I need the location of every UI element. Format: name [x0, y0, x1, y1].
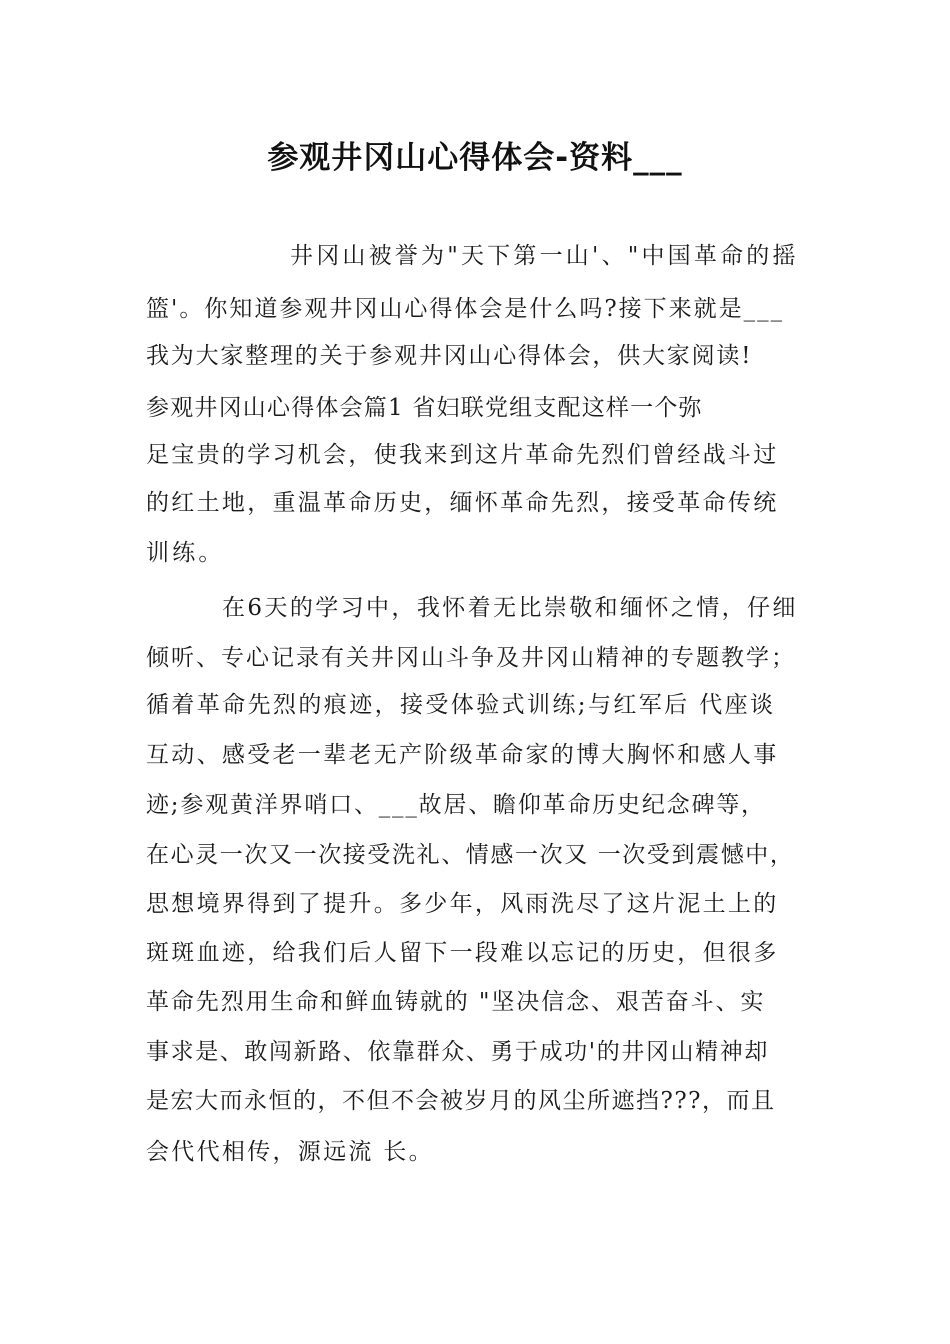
body-line: 井冈山被誉为"天下第一山'、"中国革命的摇	[290, 243, 799, 269]
body-line: 革命先烈用生命和鲜血铸就的 "坚决信念、艰苦奋斗、实	[146, 989, 766, 1015]
body-line: 是宏大而永恒的，不但不会被岁月的风尘所遮挡???，而且	[146, 1088, 776, 1114]
body-line: 的红土地，重温革命历史，缅怀革命先烈，接受革命传统	[146, 490, 779, 516]
body-line: 足宝贵的学习机会，使我来到这片革命先烈们曾经战斗过	[146, 442, 779, 468]
body-line: 会代代相传，源远流 长。	[146, 1139, 434, 1165]
body-line: 我为大家整理的关于参观井冈山心得体会，供大家阅读!	[146, 343, 753, 369]
body-line: 参观井冈山心得体会篇1 省妇联党组支配这样一个弥	[146, 395, 703, 421]
body-line: 互动、感受老一辈老无产阶级革命家的博大胸怀和感人事	[146, 742, 779, 768]
body-line: 训练。	[146, 540, 225, 566]
body-line: 迹;参观黄洋界哨口、___故居、瞻仰革命历史纪念碑等，	[146, 792, 766, 818]
body-line: 事求是、敢闯新路、依靠群众、勇于成功'的井冈山精神却	[146, 1039, 769, 1065]
body-line: 循着革命先烈的痕迹，接受体验式训练;与红军后 代座谈	[146, 692, 776, 718]
body-line: 倾听、专心记录有关井冈山斗争及井冈山精神的专题教学；	[146, 645, 796, 671]
body-line: 在6天的学习中，我怀着无比崇敬和缅怀之情，仔细	[222, 595, 798, 621]
body-line: 斑斑血迹，给我们后人留下一段难以忘记的历史，但很多	[146, 940, 779, 966]
body-line: 篮'。你知道参观井冈山心得体会是什么吗?接下来就是___	[146, 296, 785, 322]
document-title: 参观井冈山心得体会-资料___	[267, 140, 683, 176]
body-line: 思想境界得到了提升。多少年，风雨洗尽了这片泥土上的	[146, 891, 779, 917]
body-line: 在心灵一次又一次接受洗礼、情感一次又 一次受到震憾中，	[146, 842, 795, 868]
